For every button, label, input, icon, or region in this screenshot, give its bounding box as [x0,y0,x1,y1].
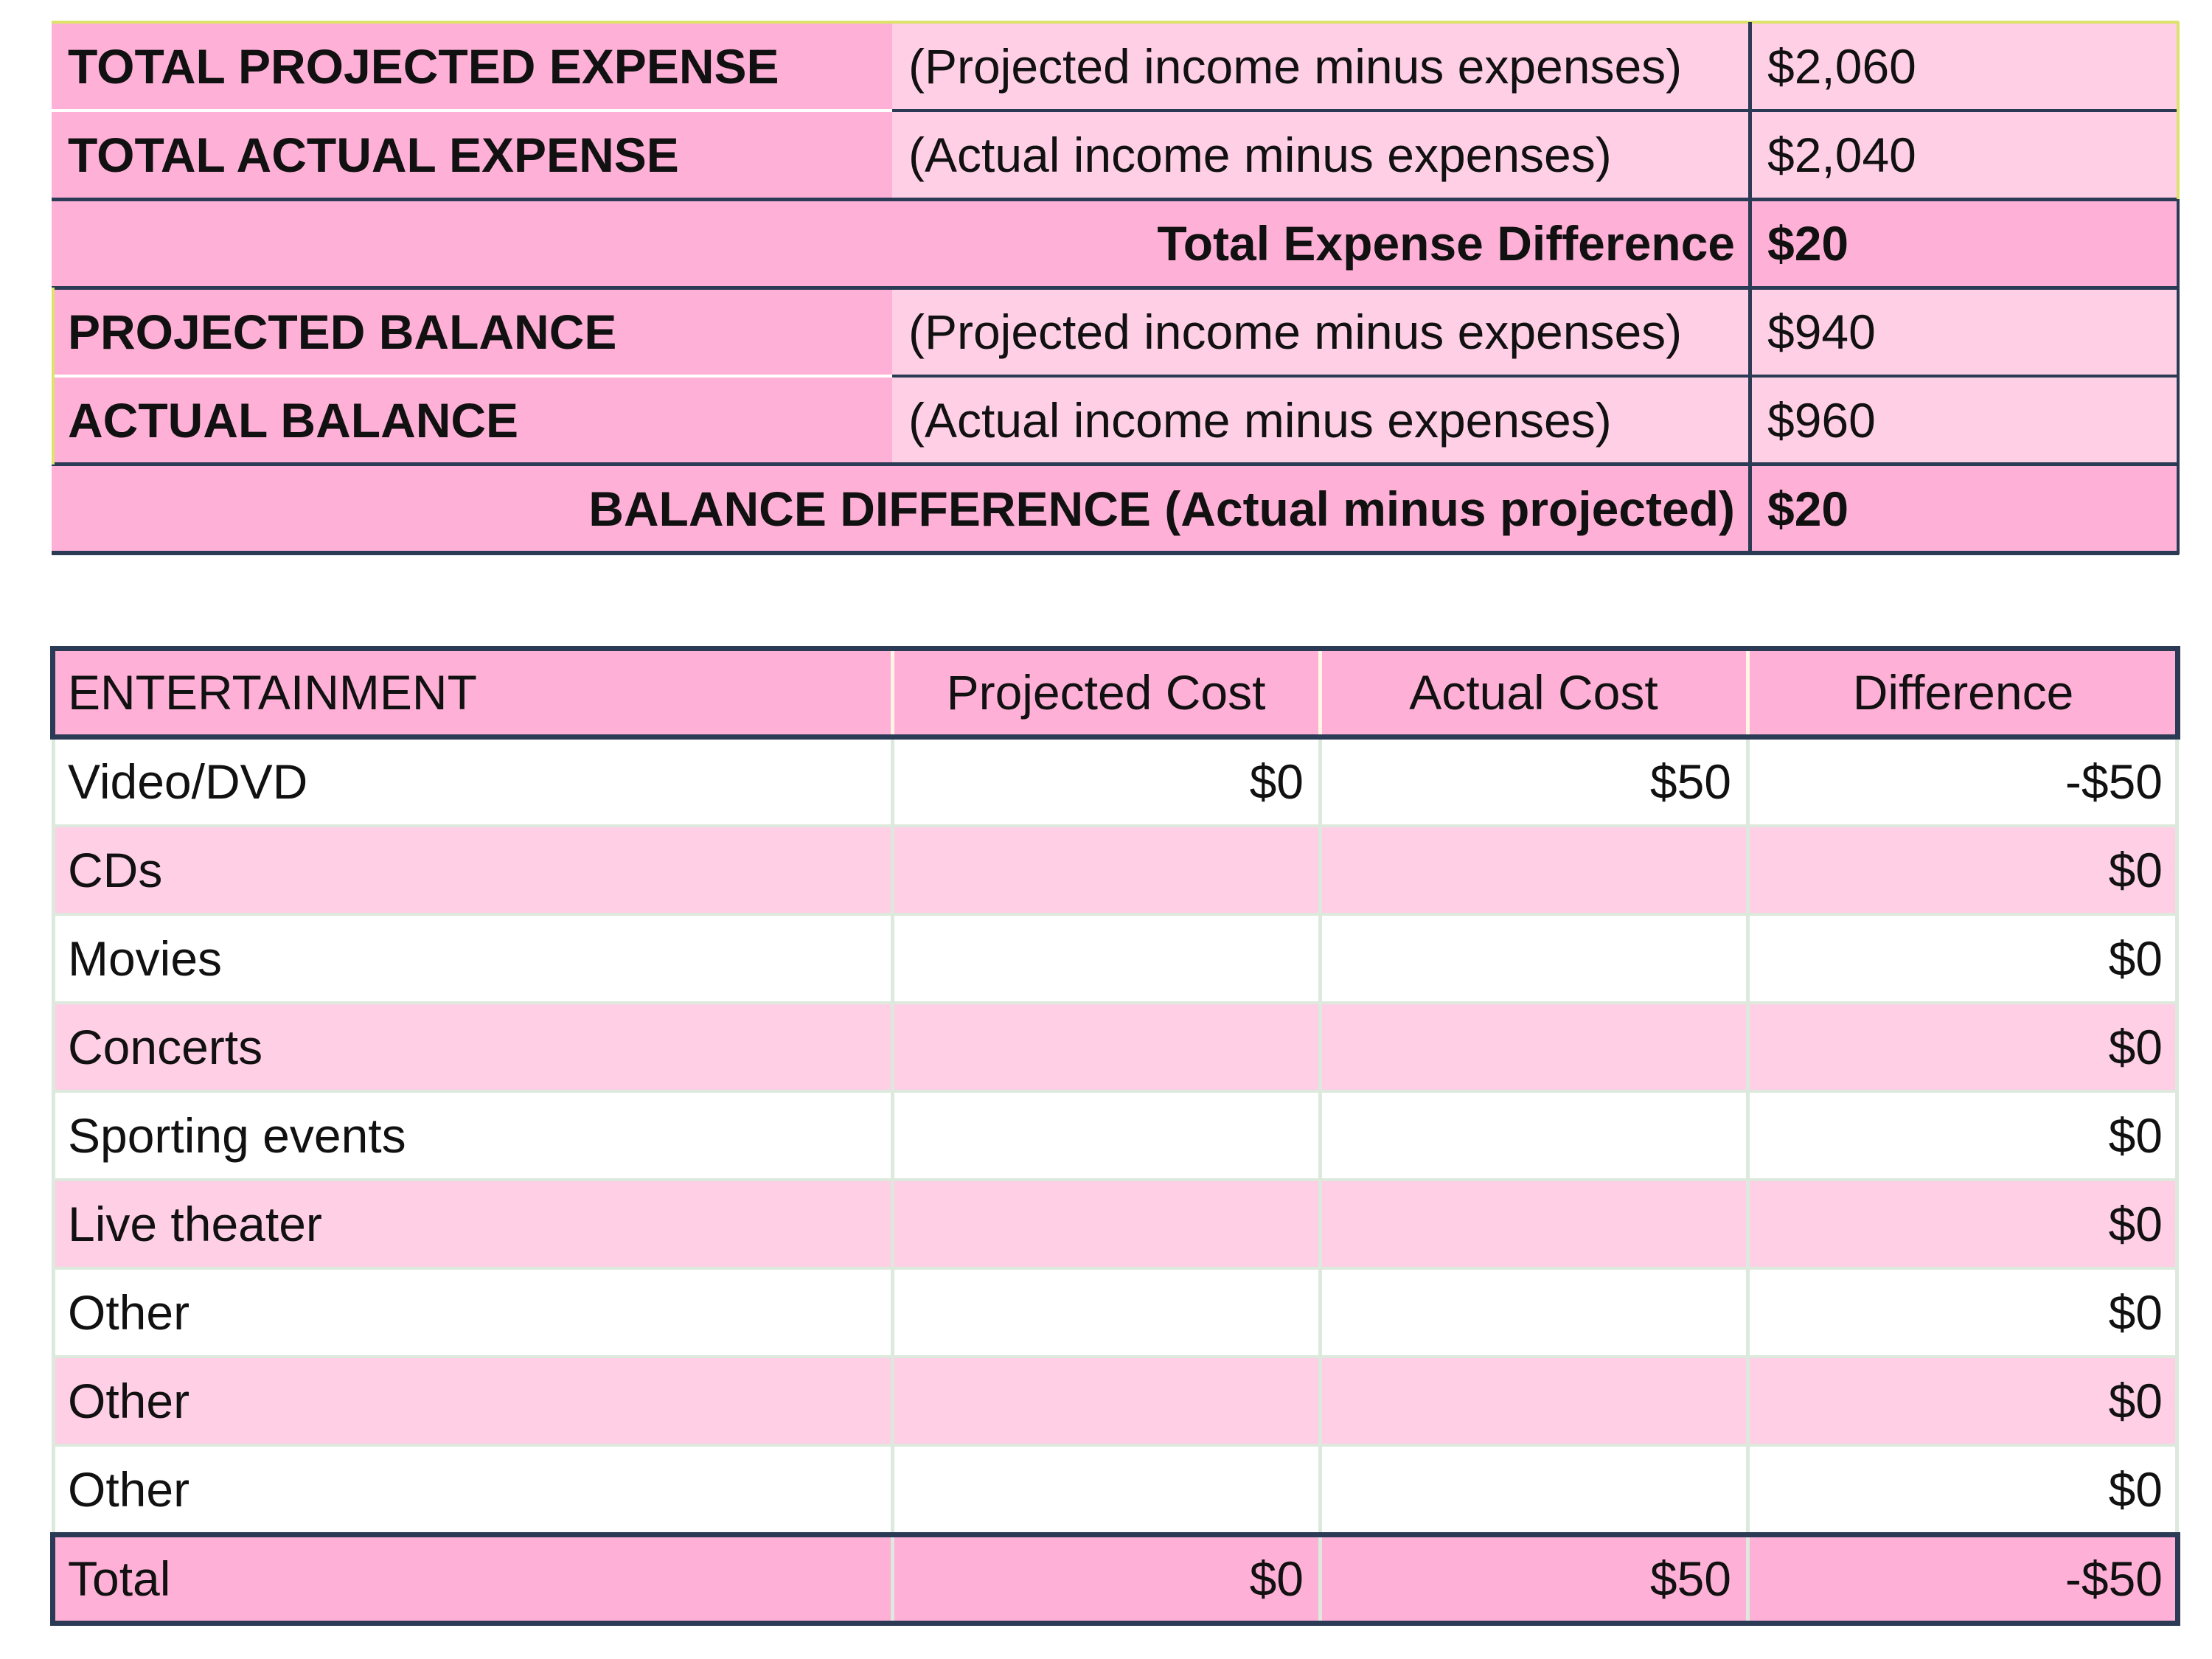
total-frame [50,1621,2180,1626]
summary-note-actual-expense: (Actual income minus expenses) [892,111,1751,199]
row-projected [892,1357,1320,1445]
row-difference: $0 [1747,1268,2179,1357]
header-column-divider [1746,647,1750,737]
summary-label-balance-difference: BALANCE DIFFERENCE (Actual minus projected) [52,465,1751,553]
row-divider [52,1267,2179,1270]
row-actual [1320,1180,1747,1268]
header-frame [2175,646,2180,740]
summary-left-accent [52,288,55,465]
row-actual [1320,914,1747,1003]
summary-label-projected-expense: TOTAL PROJECTED EXPENSE [52,22,892,111]
row-difference: $0 [1747,826,2179,914]
row-divider [52,1178,2179,1181]
summary-divider [52,198,2179,201]
summary-bottom-border [52,551,2179,555]
row-divider [52,913,2179,916]
header-difference: Difference [1747,647,2179,737]
left-border [52,737,55,1534]
summary-divider [892,375,2179,378]
row-item: Sporting events [52,1091,892,1180]
summary-label-projected-balance: PROJECTED BALANCE [52,288,892,376]
summary-divider [52,109,892,112]
row-actual [1320,1091,1747,1180]
summary-divider [52,286,2179,290]
header-frame [50,646,2180,651]
row-item: Other [52,1445,892,1534]
row-item: Concerts [52,1003,892,1091]
total-frame [2175,1532,2180,1626]
row-projected: $0 [892,737,1320,826]
row-item: Video/DVD [52,737,892,826]
total-actual: $50 [1320,1534,1747,1624]
row-projected [892,1268,1320,1357]
summary-label-expense-difference: Total Expense Difference [52,199,1751,288]
summary-value-expense-difference: $20 [1751,199,2179,288]
row-projected [892,826,1320,914]
row-divider [52,824,2179,827]
header-entertainment: ENTERTAINMENT [52,647,892,737]
total-difference: -$50 [1747,1534,2179,1624]
summary-value-balance-difference: $20 [1751,465,2179,553]
row-actual [1320,1445,1747,1534]
summary-right-border [2177,22,2180,199]
summary-value-column-divider [1748,22,1752,554]
row-item: Live theater [52,1180,892,1268]
summary-value-actual-balance: $960 [1751,376,2179,465]
row-divider [52,1444,2179,1447]
row-item: CDs [52,826,892,914]
row-actual [1320,1003,1747,1091]
row-projected [892,1003,1320,1091]
summary-value-actual-expense: $2,040 [1751,111,2179,199]
header-frame [50,734,2180,740]
row-difference: $0 [1747,1180,2179,1268]
row-item: Movies [52,914,892,1003]
total-label: Total [52,1534,892,1624]
summary-value-projected-balance: $940 [1751,288,2179,376]
row-divider [52,1090,2179,1093]
summary-right-border [2177,199,2180,554]
row-item: Other [52,1268,892,1357]
row-divider [52,1355,2179,1358]
row-divider [52,1001,2179,1004]
row-difference: -$50 [1747,737,2179,826]
summary-note-projected-balance: (Projected income minus expenses) [892,288,1751,376]
header-frame [50,646,55,740]
row-item: Other [52,1357,892,1445]
column-divider [891,647,894,1624]
summary-divider [892,109,2179,112]
header-projected-cost: Projected Cost [892,647,1320,737]
summary-label-actual-expense: TOTAL ACTUAL EXPENSE [52,111,892,199]
total-frame [50,1532,55,1626]
summary-top-border [52,21,2179,24]
total-frame [50,1532,2180,1537]
row-actual [1320,1268,1747,1357]
summary-note-projected-expense: (Projected income minus expenses) [892,22,1751,111]
row-projected [892,1445,1320,1534]
total-projected: $0 [892,1534,1320,1624]
summary-divider [52,375,892,378]
row-actual [1320,826,1747,914]
header-actual-cost: Actual Cost [1320,647,1747,737]
row-projected [892,1091,1320,1180]
row-difference: $0 [1747,914,2179,1003]
row-difference: $0 [1747,1357,2179,1445]
row-projected [892,1180,1320,1268]
right-border [2175,737,2179,1534]
column-divider [1746,647,1750,1624]
summary-divider [52,462,2179,466]
column-divider [1318,647,1322,1624]
header-column-divider [1318,647,1322,737]
summary-note-actual-balance: (Actual income minus expenses) [892,376,1751,465]
header-column-divider [891,647,894,737]
summary-label-actual-balance: ACTUAL BALANCE [52,376,892,465]
row-difference: $0 [1747,1003,2179,1091]
row-projected [892,914,1320,1003]
row-difference: $0 [1747,1445,2179,1534]
row-difference: $0 [1747,1091,2179,1180]
row-actual: $50 [1320,737,1747,826]
summary-value-projected-expense: $2,060 [1751,22,2179,111]
row-actual [1320,1357,1747,1445]
